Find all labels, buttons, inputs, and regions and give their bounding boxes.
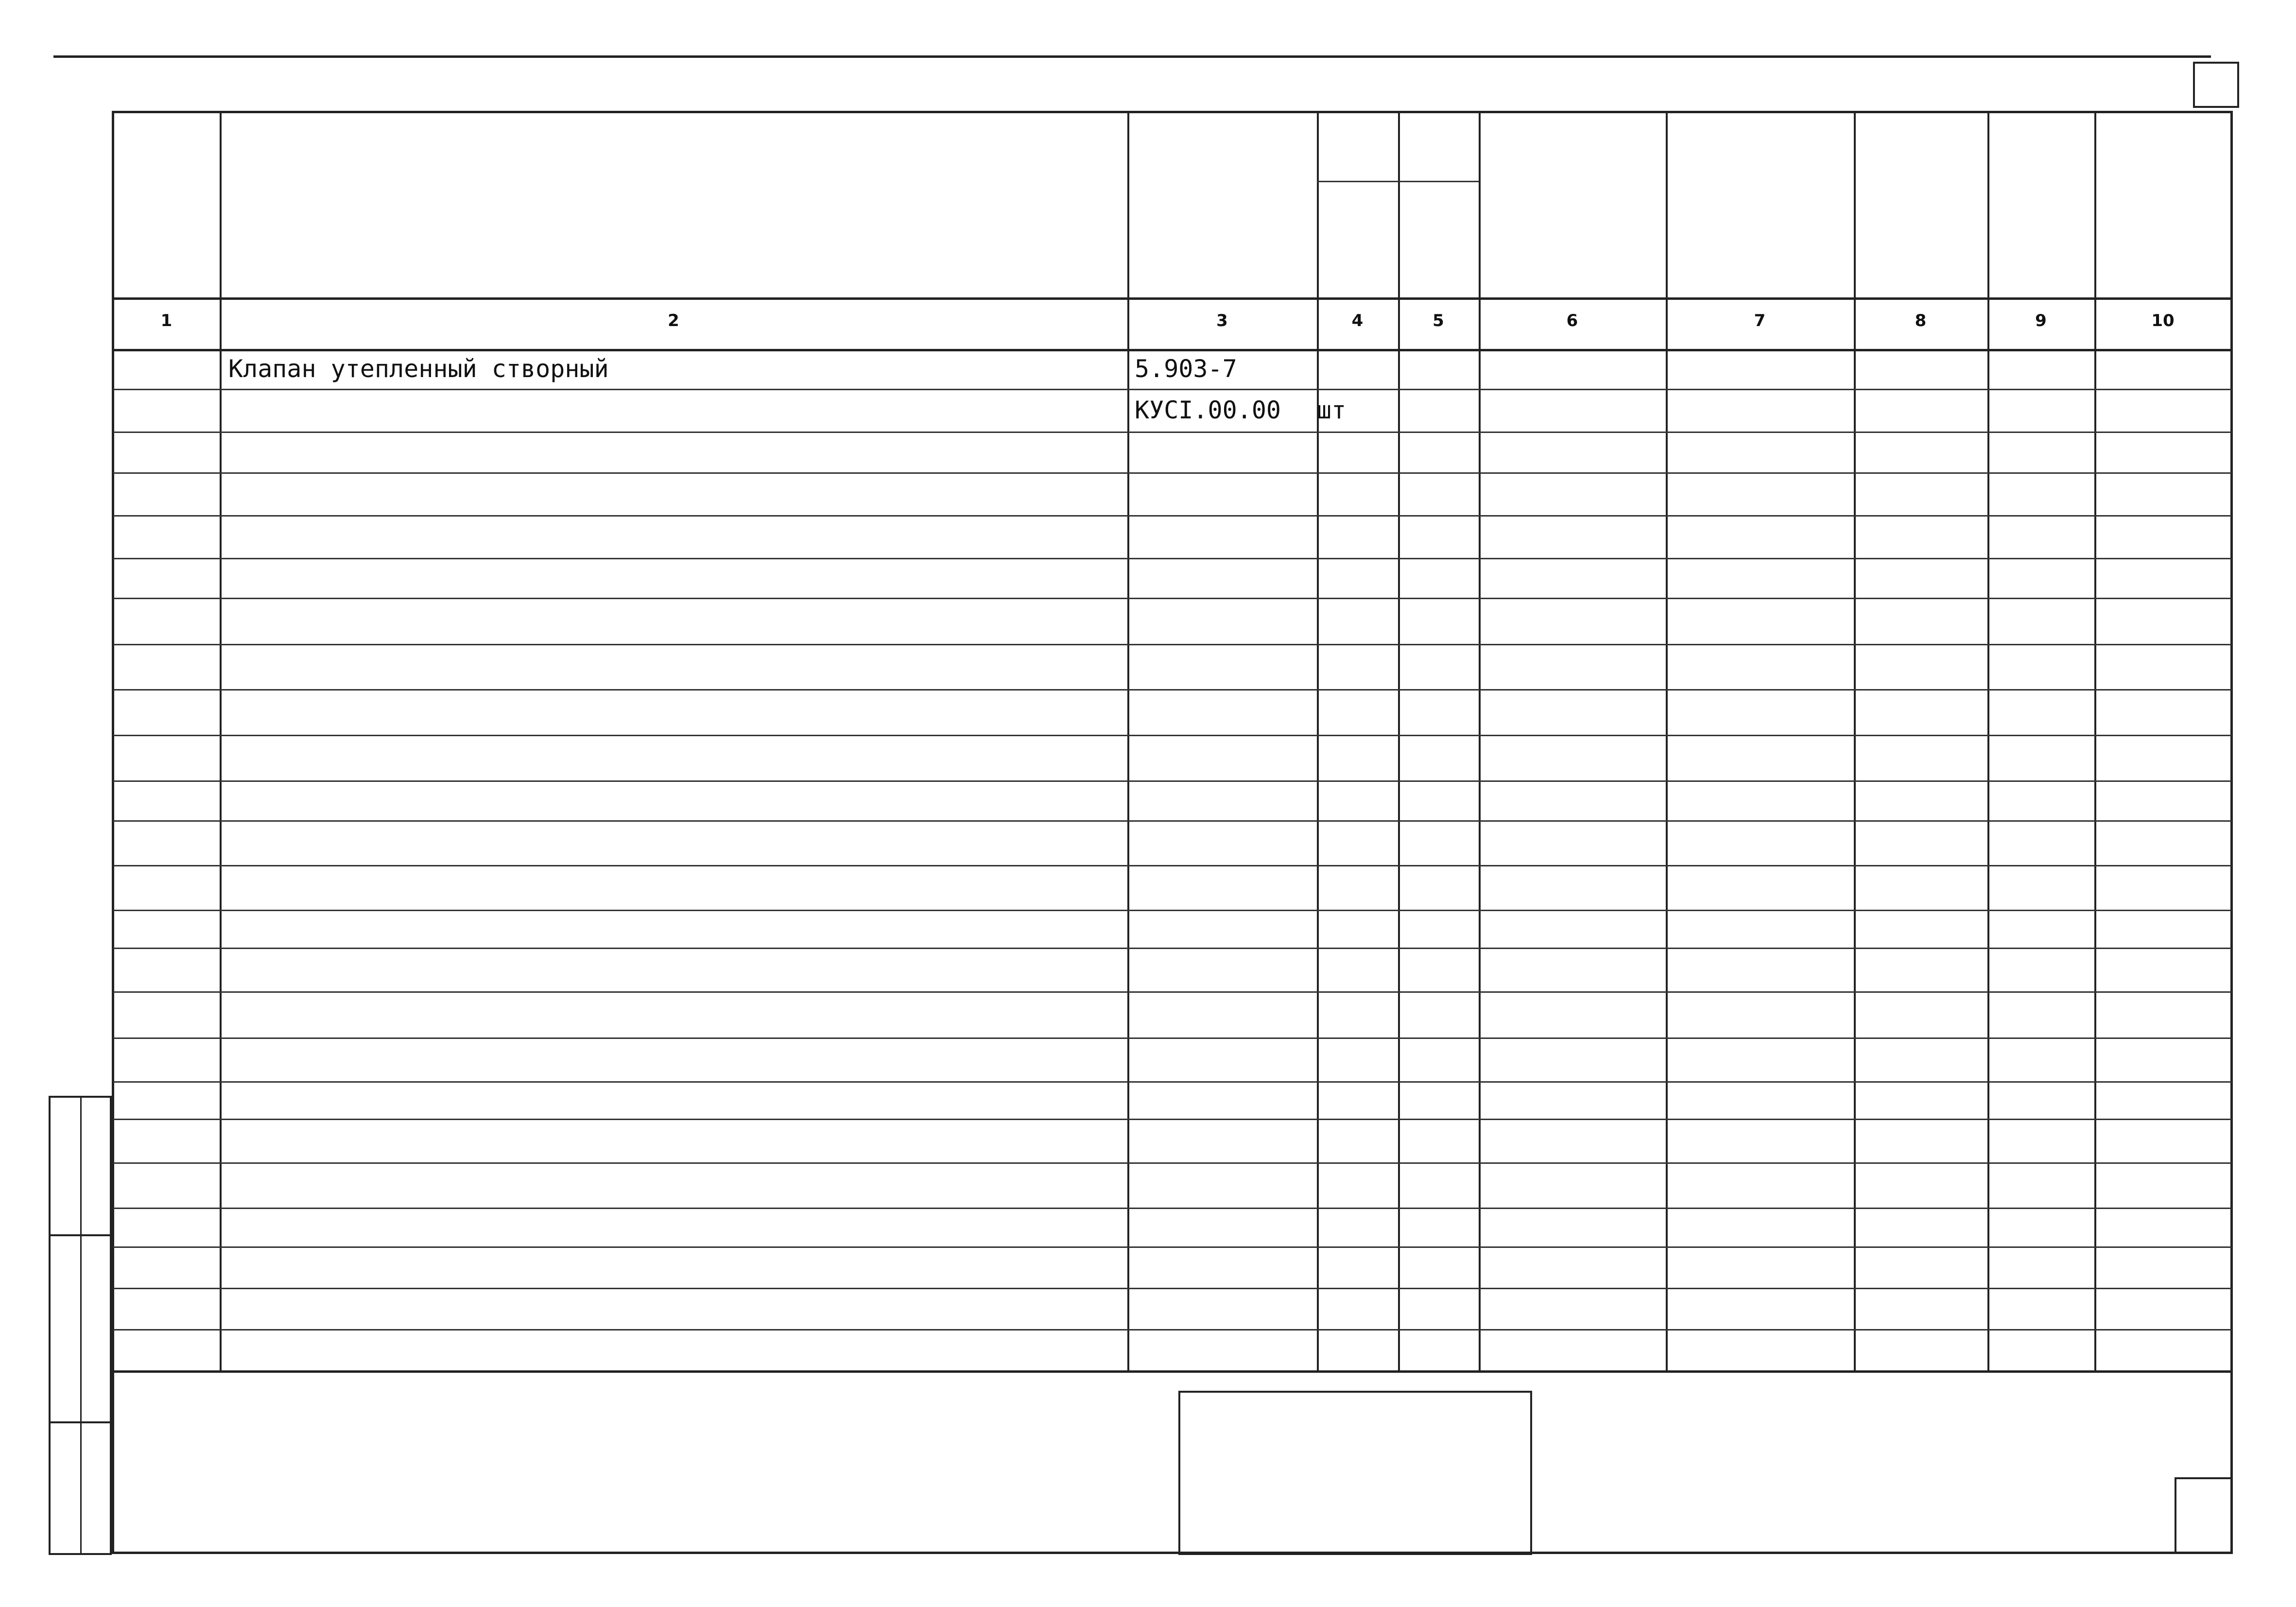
column-number: 1	[160, 311, 173, 330]
row-line	[113, 472, 2231, 474]
column-number: 2	[668, 311, 679, 330]
row-line	[113, 910, 2231, 911]
top-rule	[53, 55, 2211, 58]
row-line	[113, 991, 2231, 993]
row-line	[113, 1162, 2231, 1164]
column-number: 8	[1915, 311, 1927, 330]
row-line	[113, 644, 2231, 645]
row-line	[113, 735, 2231, 736]
row-line	[113, 1037, 2231, 1039]
row-type: 5.903-7	[1135, 355, 1237, 383]
row-line	[113, 432, 2231, 433]
row-line	[113, 780, 2231, 782]
row-line	[113, 689, 2231, 691]
row-line	[113, 1246, 2231, 1248]
table-bottom-line	[113, 1370, 2231, 1373]
row-line	[113, 1119, 2231, 1120]
row-name: Клапан утепленный створный	[228, 355, 609, 383]
column-number: 10	[2151, 311, 2175, 330]
column-number: 3	[1216, 311, 1228, 330]
row-line	[113, 515, 2231, 517]
row-line	[113, 948, 2231, 949]
approval-stamp	[1178, 1391, 1532, 1555]
header-bottom-line	[113, 297, 2231, 300]
row-type: КУСI.00.00	[1135, 396, 1281, 424]
number-row-bottom-line	[113, 349, 2231, 351]
row-line	[113, 598, 2231, 599]
row-line	[113, 558, 2231, 559]
sheet-number	[2193, 62, 2239, 108]
column-number: 7	[1754, 311, 1766, 330]
row-line	[113, 820, 2231, 822]
row-line	[113, 865, 2231, 866]
row-line	[113, 1208, 2231, 1209]
column-number: 9	[2035, 311, 2047, 330]
side-divider	[80, 1096, 82, 1555]
column-number: 5	[1433, 311, 1444, 330]
row-unit: шт	[1317, 396, 1347, 424]
column-number: 4	[1351, 311, 1364, 330]
row-line	[113, 1081, 2231, 1083]
row-line	[113, 389, 2231, 390]
sheet-box	[2175, 1477, 2233, 1554]
unit-subheader-line	[1317, 181, 1479, 182]
column-number: 6	[1566, 311, 1578, 330]
row-line	[113, 1329, 2231, 1331]
row-line	[113, 1288, 2231, 1289]
